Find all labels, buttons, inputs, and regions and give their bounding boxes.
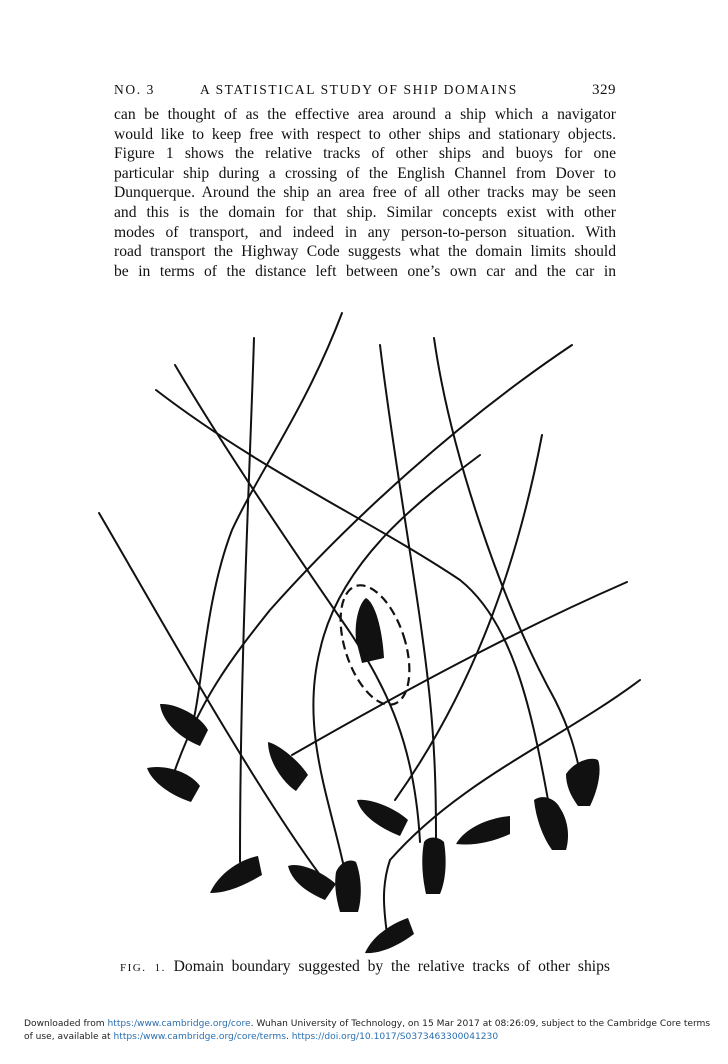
- relative-track: [434, 338, 580, 772]
- footer-text: of use, available at: [24, 1032, 114, 1042]
- journal-number: NO. 3: [114, 82, 155, 97]
- ship-symbol: [357, 800, 408, 836]
- download-footer: [24, 1018, 714, 1044]
- ship-symbol: [288, 865, 336, 900]
- running-head: [114, 82, 616, 104]
- ship-symbol: [365, 918, 414, 953]
- body-line: can be thought of as the effective area around a ship which a navigator: [114, 106, 616, 123]
- body-line: and this is the domain for that ship. Similar concepts exist with other: [114, 203, 616, 221]
- body-line: be in terms of the distance left between one’s own car and the car in: [114, 262, 616, 280]
- page-number: 329: [592, 82, 616, 98]
- body-line: would like to keep free with respect to other ships and stationary objects.: [114, 125, 616, 143]
- body-line: Dunquerque. Around the ship an area free of all other tracks may be seen: [114, 184, 616, 202]
- body-paragraph: [114, 105, 616, 281]
- relative-track: [380, 345, 436, 842]
- ship-symbol: [456, 816, 510, 845]
- body-line: Figure 1 shows the relative tracks of other ships and buoys for one: [114, 145, 616, 163]
- footer-link-terms[interactable]: https:/www.cambridge.org/core/terms: [113, 1032, 286, 1042]
- ship-symbol: [335, 860, 361, 912]
- ship-domain-figure: [0, 300, 728, 960]
- footer-link-core[interactable]: https:/www.cambridge.org/core: [107, 1019, 251, 1029]
- figure-caption: [120, 958, 610, 976]
- footer-text: .: [285, 1032, 292, 1042]
- ship-symbol: [422, 838, 445, 895]
- body-line: modes of transport, and indeed in any person-to-person situation. With: [114, 223, 616, 241]
- body-line: particular ship during a crossing of the English Channel from Dover to: [114, 164, 616, 182]
- relative-track: [313, 455, 480, 872]
- footer-text: . Wuhan University of Technology, on 15 Mar 2017 at 08:26:09, subject to the Cambridge Core terms: [250, 1019, 711, 1029]
- running-title: A STATISTICAL STUDY OF SHIP DOMAINS: [200, 82, 518, 97]
- own-ship: [356, 598, 384, 663]
- caption-text: Domain boundary suggested by the relative tracks of other ships: [173, 958, 610, 975]
- relative-track: [292, 582, 627, 755]
- relative-track: [240, 338, 254, 862]
- ship-symbol: [210, 856, 262, 893]
- ship-symbol: [534, 797, 568, 850]
- body-line: road transport the Highway Code suggests what the domain limits should: [114, 243, 616, 261]
- ship-symbol: [566, 759, 600, 806]
- relative-track: [384, 680, 640, 935]
- footer-text: Downloaded from: [24, 1019, 108, 1029]
- relative-track: [193, 313, 342, 722]
- caption-label: FIG. 1.: [120, 962, 166, 974]
- ship-symbol: [147, 767, 200, 802]
- footer-link-doi[interactable]: https://doi.org/10.1017/S0373463300041230: [291, 1032, 499, 1042]
- relative-track: [156, 390, 548, 800]
